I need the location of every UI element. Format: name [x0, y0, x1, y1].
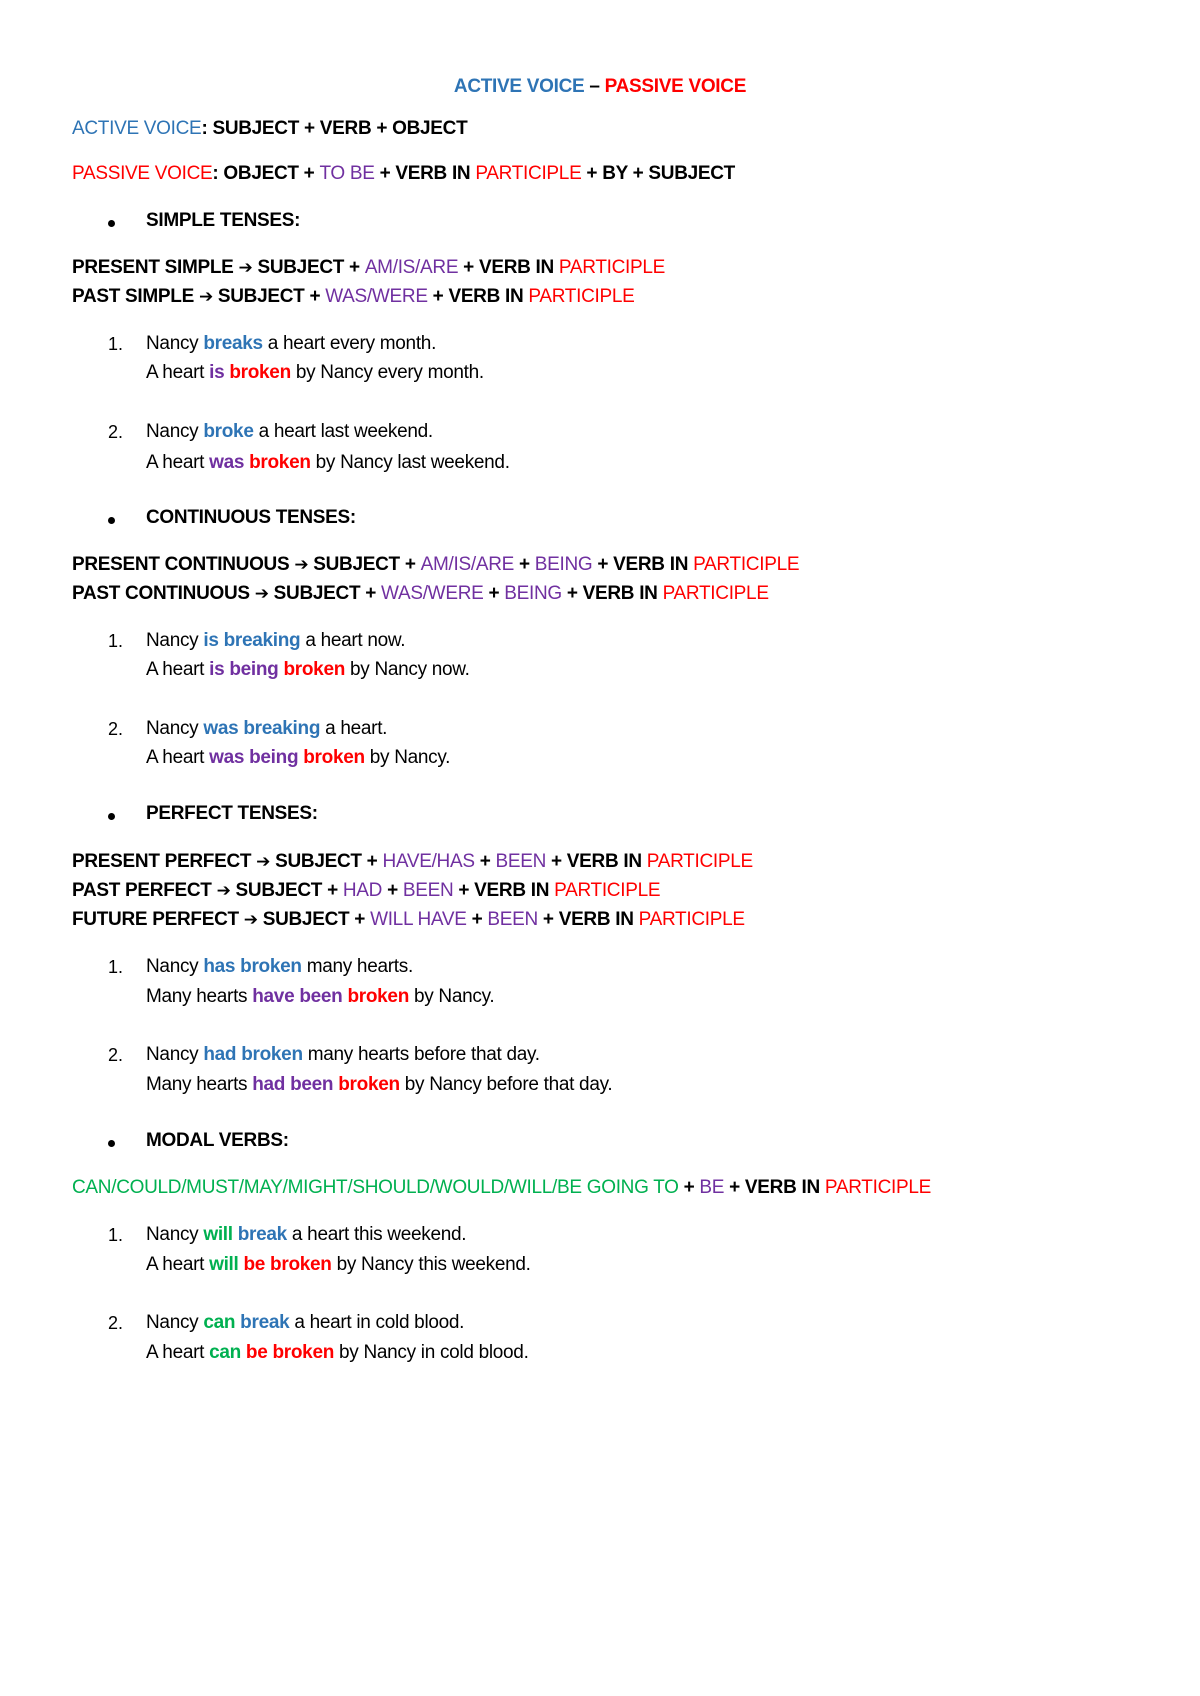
- formula-part: SUBJECT +: [252, 257, 365, 278]
- text: many hearts before that day.: [302, 1044, 540, 1065]
- text: a heart.: [320, 718, 388, 739]
- section-heading-perfect: PERFECT TENSES:: [146, 803, 318, 824]
- page-title: [0, 74, 1200, 100]
- aux-term: WAS/WERE: [325, 286, 428, 307]
- text: Nancy: [146, 1044, 204, 1065]
- participle-term: PARTICIPLE: [693, 554, 800, 575]
- formula-part: + VERB IN: [458, 257, 559, 278]
- active-verb: was breaking: [203, 718, 321, 739]
- formula-part: + BY + SUBJECT: [581, 163, 735, 184]
- be-term: BE: [699, 1177, 725, 1198]
- text: Many hearts: [146, 986, 253, 1007]
- aux-term: HAVE/HAS: [382, 851, 475, 872]
- formula-part: + VERB IN: [546, 851, 647, 872]
- example-passive: [146, 1252, 531, 1278]
- list-number: 1.: [108, 631, 124, 651]
- bullet-icon: [108, 517, 115, 524]
- aux-term: WILL HAVE: [370, 909, 467, 930]
- passive-aux: have been: [252, 986, 343, 1007]
- passive-voice-rule: [72, 161, 735, 187]
- participle-term: PARTICIPLE: [662, 583, 769, 604]
- present-perfect-rule: [72, 849, 753, 875]
- text: by Nancy in cold blood.: [334, 1342, 529, 1363]
- participle-term: PARTICIPLE: [558, 257, 666, 278]
- text: by Nancy.: [409, 986, 495, 1007]
- formula-part: : OBJECT +: [212, 163, 320, 184]
- title-active: ACTIVE VOICE: [453, 76, 585, 97]
- text: a heart now.: [300, 630, 406, 651]
- text: a heart every month.: [262, 333, 437, 354]
- rule-label: PAST SIMPLE: [72, 286, 199, 307]
- passive-aux: was: [209, 452, 245, 473]
- passive-participle: be broken: [240, 1342, 335, 1363]
- text: by Nancy this weekend.: [331, 1254, 531, 1275]
- text: many hearts.: [301, 956, 413, 977]
- example-active: [146, 419, 433, 445]
- list-number: 1.: [108, 957, 124, 977]
- been-term: BEEN: [495, 851, 547, 872]
- text: Nancy: [146, 630, 204, 651]
- passive-participle: broken: [347, 986, 409, 1007]
- passive-participle: broken: [283, 659, 346, 680]
- formula-part: + VERB IN: [537, 909, 639, 930]
- list-number: 1.: [108, 1225, 124, 1245]
- text: Nancy: [146, 421, 204, 442]
- arrow-icon: ➔: [243, 910, 258, 930]
- text: by Nancy last weekend.: [310, 452, 510, 473]
- participle-term: PARTICIPLE: [475, 163, 582, 184]
- bullet-icon: [108, 1140, 115, 1147]
- passive-participle: broken: [338, 1074, 400, 1095]
- list-number: 1.: [108, 334, 124, 354]
- active-voice-rule: [72, 116, 467, 142]
- to-be-term: TO BE: [319, 163, 375, 184]
- formula-part: SUBJECT +: [257, 909, 371, 930]
- example-passive: [146, 657, 470, 683]
- text: A heart: [146, 362, 210, 383]
- example-active: [146, 628, 405, 654]
- past-continuous-rule: [72, 581, 769, 607]
- text: by Nancy.: [364, 747, 451, 768]
- formula-part: + VERB IN: [427, 286, 529, 307]
- aux-term: AM/IS/ARE: [364, 257, 459, 278]
- formula-part: +: [474, 851, 496, 872]
- arrow-icon: ➔: [238, 258, 253, 278]
- past-perfect-rule: [72, 878, 660, 904]
- text: by Nancy every month.: [290, 362, 484, 383]
- been-term: BEEN: [487, 909, 538, 930]
- example-active: [146, 1222, 466, 1248]
- past-simple-rule: [72, 284, 635, 310]
- modal-verb: can: [203, 1312, 236, 1333]
- text: a heart in cold blood.: [289, 1312, 465, 1333]
- formula-part: SUBJECT +: [230, 880, 343, 901]
- arrow-icon: ➔: [216, 881, 231, 901]
- active-voice-label: ACTIVE VOICE: [72, 118, 202, 139]
- arrow-icon: ➔: [254, 584, 269, 604]
- being-term: BEING: [504, 583, 562, 604]
- aux-term: AM/IS/ARE: [420, 554, 514, 575]
- text: A heart: [146, 1254, 210, 1275]
- passive-participle: broken: [303, 747, 365, 768]
- participle-term: PARTICIPLE: [824, 1177, 931, 1198]
- bullet-icon: [108, 813, 115, 820]
- modal-verb: will: [209, 1254, 239, 1275]
- modal-list: CAN/COULD/MUST/MAY/MIGHT/SHOULD/WOULD/WILL/BE GOING TO: [72, 1177, 679, 1198]
- future-perfect-rule: [72, 907, 745, 933]
- text: by Nancy before that day.: [399, 1074, 613, 1095]
- list-number: 2.: [108, 719, 124, 739]
- text: Nancy: [146, 1312, 204, 1333]
- list-number: 2.: [108, 1313, 124, 1333]
- rule-label: FUTURE PERFECT: [72, 909, 244, 930]
- formula-part: + VERB IN: [374, 163, 476, 184]
- present-simple-rule: [72, 255, 665, 281]
- text: Nancy: [146, 1224, 204, 1245]
- formula-part: +: [382, 880, 403, 901]
- list-number: 2.: [108, 422, 124, 442]
- being-term: BEING: [534, 554, 593, 575]
- passive-aux: had been: [252, 1074, 334, 1095]
- example-passive: [146, 360, 484, 386]
- example-active: [146, 1310, 464, 1336]
- active-verb: breaks: [203, 333, 263, 354]
- list-number: 2.: [108, 1045, 124, 1065]
- formula-part: SUBJECT +: [308, 554, 421, 575]
- participle-term: PARTICIPLE: [528, 286, 635, 307]
- active-verb: break: [235, 1312, 290, 1333]
- arrow-icon: ➔: [256, 852, 271, 872]
- passive-voice-label: PASSIVE VOICE: [72, 163, 213, 184]
- rule-label: PAST CONTINUOUS: [72, 583, 255, 604]
- formula-part: + VERB IN: [592, 554, 694, 575]
- passive-aux: is being: [209, 659, 279, 680]
- modal-verb: will: [203, 1224, 233, 1245]
- active-verb: break: [232, 1224, 287, 1245]
- active-verb: broke: [203, 421, 254, 442]
- text: a heart last weekend.: [253, 421, 433, 442]
- example-active: [146, 716, 387, 742]
- active-voice-formula: : SUBJECT + VERB + OBJECT: [201, 118, 468, 139]
- passive-participle: broken: [229, 362, 291, 383]
- example-passive: [146, 984, 494, 1010]
- text: Nancy: [146, 333, 204, 354]
- formula-part: +: [466, 909, 488, 930]
- section-heading-modal: MODAL VERBS:: [146, 1130, 289, 1151]
- text: a heart this weekend.: [286, 1224, 467, 1245]
- participle-term: PARTICIPLE: [554, 880, 661, 901]
- formula-part: SUBJECT +: [268, 583, 382, 604]
- text: A heart: [146, 659, 210, 680]
- arrow-icon: ➔: [198, 287, 213, 307]
- rule-label: PRESENT PERFECT: [72, 851, 257, 872]
- example-active: [146, 954, 413, 980]
- formula-part: +: [514, 554, 535, 575]
- participle-term: PARTICIPLE: [638, 909, 745, 930]
- formula-part: SUBJECT +: [270, 851, 383, 872]
- active-verb: is breaking: [203, 630, 301, 651]
- formula-part: SUBJECT +: [212, 286, 326, 307]
- formula-part: +: [678, 1177, 700, 1198]
- example-passive: [146, 745, 450, 771]
- arrow-icon: ➔: [294, 555, 309, 575]
- formula-part: + VERB IN: [724, 1177, 825, 1198]
- aux-term: WAS/WERE: [381, 583, 484, 604]
- active-verb: had broken: [203, 1044, 303, 1065]
- example-passive: [146, 1340, 529, 1366]
- formula-part: +: [483, 583, 505, 604]
- passive-participle: broken: [249, 452, 311, 473]
- rule-label: PRESENT CONTINUOUS: [72, 554, 295, 575]
- rule-label: PAST PERFECT: [72, 880, 217, 901]
- aux-term: HAD: [342, 880, 383, 901]
- formula-part: + VERB IN: [561, 583, 663, 604]
- section-heading-simple: SIMPLE TENSES:: [146, 210, 301, 231]
- been-term: BEEN: [402, 880, 454, 901]
- modal-verb: can: [209, 1342, 241, 1363]
- text: Nancy: [146, 956, 204, 977]
- active-verb: has broken: [203, 956, 302, 977]
- example-passive: [146, 1072, 612, 1098]
- title-passive: PASSIVE VOICE: [604, 76, 747, 97]
- section-heading-continuous: CONTINUOUS TENSES:: [146, 507, 356, 528]
- example-active: [146, 1042, 540, 1068]
- example-passive: [146, 450, 510, 476]
- text: A heart: [146, 1342, 210, 1363]
- title-dash: –: [584, 76, 605, 97]
- bullet-icon: [108, 220, 115, 227]
- passive-aux: was being: [209, 747, 299, 768]
- present-continuous-rule: [72, 552, 799, 578]
- text: Many hearts: [146, 1074, 253, 1095]
- example-active: [146, 331, 436, 357]
- text: by Nancy now.: [345, 659, 470, 680]
- text: Nancy: [146, 718, 204, 739]
- formula-part: + VERB IN: [453, 880, 555, 901]
- text: A heart: [146, 747, 210, 768]
- passive-aux: is: [209, 362, 225, 383]
- participle-term: PARTICIPLE: [646, 851, 753, 872]
- rule-label: PRESENT SIMPLE: [72, 257, 239, 278]
- modal-rule: [72, 1175, 931, 1201]
- passive-participle: be broken: [238, 1254, 332, 1275]
- text: A heart: [146, 452, 210, 473]
